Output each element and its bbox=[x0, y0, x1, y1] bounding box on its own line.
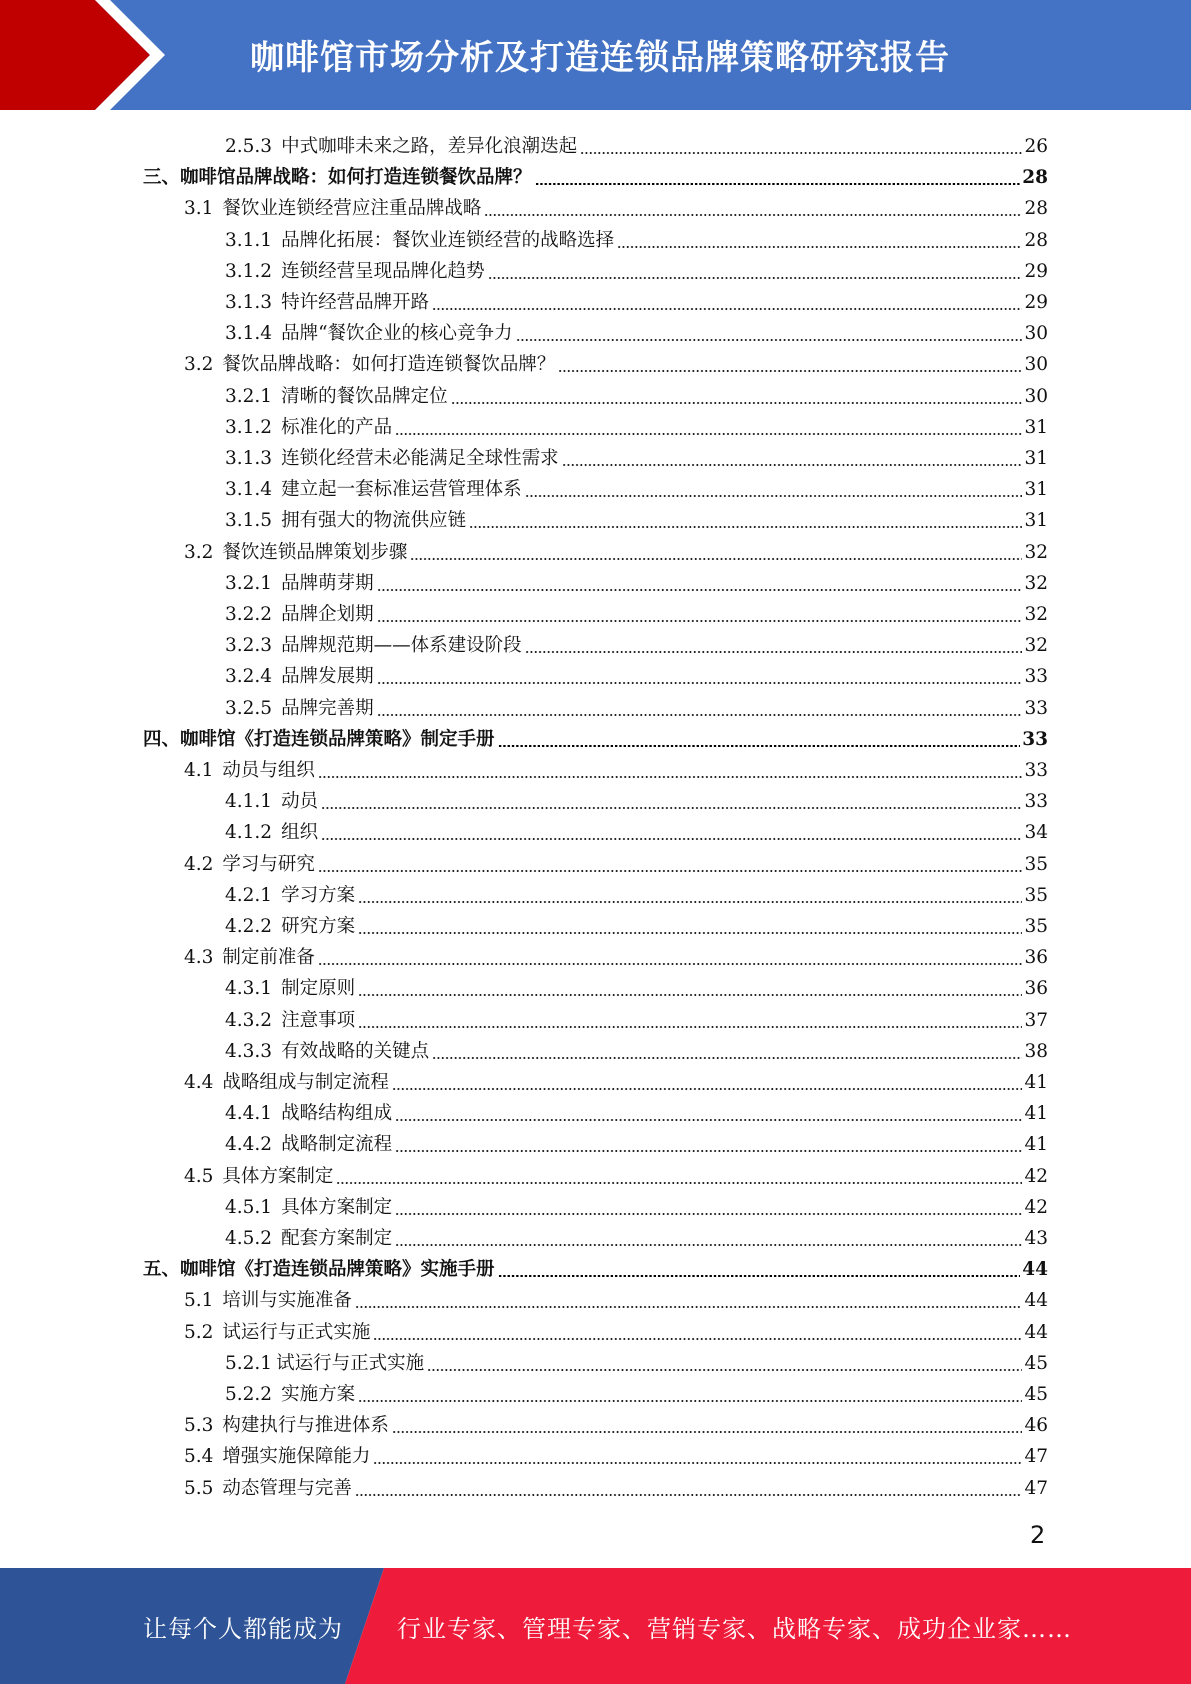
toc-entry[interactable] bbox=[225, 877, 1048, 908]
toc-entry-number: 4.4 bbox=[184, 1072, 214, 1093]
toc-entry-number: 3.1.2 bbox=[225, 416, 273, 438]
toc-entry-number: 3.1.4 bbox=[225, 479, 273, 501]
toc-dot-leader bbox=[427, 1369, 1022, 1371]
toc-entry-page: 35 bbox=[1024, 916, 1048, 937]
toc-entry-number: 5.1 bbox=[184, 1290, 214, 1312]
toc-dot-leader bbox=[617, 246, 1022, 248]
toc-entry[interactable] bbox=[225, 908, 1048, 939]
toc-entry-page: 31 bbox=[1024, 416, 1048, 438]
toc-entry-title: 战略组成与制定流程 bbox=[222, 1072, 389, 1093]
report-title: 咖啡馆市场分析及打造连锁品牌策略研究报告 bbox=[250, 38, 950, 78]
toc-entry-number: 3.2.3 bbox=[225, 635, 273, 657]
toc-entry-page: 33 bbox=[1024, 760, 1048, 781]
toc-dot-leader bbox=[484, 214, 1022, 216]
toc-entry-number: 3.1.5 bbox=[225, 510, 273, 532]
toc-entry[interactable] bbox=[225, 440, 1048, 471]
toc-entry-page: 47 bbox=[1024, 1446, 1048, 1468]
toc-entry[interactable] bbox=[184, 752, 1048, 783]
toc-dot-leader bbox=[562, 464, 1023, 466]
toc-entry-number: 4.5 bbox=[184, 1165, 214, 1187]
toc-entry-title: 三、咖啡馆品牌战略：如何打造连锁餐饮品牌？ bbox=[143, 167, 532, 189]
toc-dot-leader bbox=[336, 1182, 1022, 1184]
toc-entry[interactable] bbox=[225, 1002, 1048, 1033]
toc-entry-page: 35 bbox=[1024, 853, 1048, 875]
toc-entry[interactable] bbox=[225, 409, 1048, 440]
toc-entry-title: 品牌化拓展：餐饮业连锁经营的战略选择 bbox=[281, 229, 615, 251]
toc-dot-leader bbox=[432, 1057, 1022, 1059]
toc-entry[interactable] bbox=[184, 346, 1048, 377]
toc-entry[interactable] bbox=[225, 1126, 1048, 1157]
toc-entry[interactable] bbox=[184, 1282, 1048, 1313]
toc-entry-title: 品牌完善期 bbox=[281, 697, 374, 719]
toc-entry[interactable] bbox=[225, 814, 1048, 845]
toc-entry-page: 44 bbox=[1022, 1259, 1048, 1281]
toc-entry-number: 3.2.1 bbox=[225, 572, 273, 594]
toc-entry[interactable] bbox=[225, 658, 1048, 689]
toc-dot-leader bbox=[395, 1150, 1022, 1152]
toc-dot-leader bbox=[321, 807, 1022, 809]
toc-dot-leader bbox=[535, 183, 1021, 185]
toc-entry-title: 具体方案制定 bbox=[222, 1165, 334, 1187]
footer-slogan-left: 让每个人都能成为 bbox=[143, 1615, 343, 1643]
toc-entry-title: 餐饮连锁品牌策划步骤 bbox=[222, 541, 408, 563]
toc-entry-number: 4.3 bbox=[184, 947, 214, 969]
toc-entry-number: 5.4 bbox=[184, 1446, 214, 1468]
toc-entry[interactable] bbox=[184, 1064, 1048, 1095]
toc-entry-title: 品牌“餐饮企业的核心竞争力 bbox=[281, 323, 513, 345]
toc-entry-page: 34 bbox=[1024, 822, 1048, 844]
toc-entry-number: 4.3.3 bbox=[225, 1040, 273, 1062]
toc-dot-leader bbox=[395, 1244, 1022, 1246]
footer-slogan-right: 行业专家、管理专家、营销专家、战略专家、成功企业家…… bbox=[397, 1615, 1072, 1643]
toc-entry-title: 连锁经营呈现品牌化趋势 bbox=[281, 260, 485, 282]
toc-entry-number: 3.1.1 bbox=[225, 229, 273, 251]
toc-dot-leader bbox=[392, 1431, 1023, 1433]
toc-entry-title: 实施方案 bbox=[281, 1384, 356, 1405]
toc-entry-title: 培训与实施准备 bbox=[222, 1290, 352, 1312]
toc-dot-leader bbox=[516, 339, 1023, 341]
toc-entry-number: 4.1.2 bbox=[225, 822, 273, 844]
toc-entry-number: 3.1.2 bbox=[225, 260, 273, 282]
toc-entry[interactable] bbox=[184, 846, 1048, 877]
toc-dot-leader bbox=[395, 1119, 1022, 1121]
toc-dot-leader bbox=[355, 1306, 1023, 1308]
toc-entry-number: 5.2.2 bbox=[225, 1384, 273, 1405]
toc-entry-page: 28 bbox=[1024, 229, 1048, 251]
toc-entry-page: 35 bbox=[1024, 884, 1048, 906]
toc-dot-leader bbox=[580, 152, 1022, 154]
toc-entry-title: 具体方案制定 bbox=[281, 1196, 393, 1218]
toc-entry-title: 战略制定流程 bbox=[281, 1134, 393, 1156]
toc-entry[interactable] bbox=[225, 970, 1048, 1001]
toc-entry-title: 建立起一套标准运营管理体系 bbox=[281, 479, 522, 501]
toc-entry-page: 44 bbox=[1024, 1290, 1048, 1312]
toc-dot-leader bbox=[469, 526, 1022, 528]
toc-entry-title: 组织 bbox=[281, 822, 319, 844]
toc-entry-page: 31 bbox=[1024, 510, 1048, 532]
toc-entry-number: 4.5.1 bbox=[225, 1196, 273, 1218]
toc-dot-leader bbox=[395, 1213, 1022, 1215]
toc-entry[interactable] bbox=[225, 596, 1048, 627]
toc-entry-title: 五、咖啡馆《打造连锁品牌策略》实施手册 bbox=[143, 1259, 495, 1281]
toc-entry-number: 5.3 bbox=[184, 1415, 214, 1437]
toc-entry-page: 30 bbox=[1024, 354, 1048, 376]
toc-entry-title: 配套方案制定 bbox=[281, 1228, 393, 1249]
toc-entry-page: 31 bbox=[1024, 448, 1048, 469]
toc-entry-title: 特许经营品牌开路 bbox=[281, 292, 430, 313]
toc-entry[interactable] bbox=[225, 565, 1048, 596]
toc-dot-leader bbox=[498, 745, 1021, 747]
toc-entry[interactable] bbox=[184, 1158, 1048, 1189]
toc-entry-number: 2.5.3 bbox=[225, 136, 273, 157]
toc-entry[interactable] bbox=[225, 128, 1048, 159]
toc-dot-leader bbox=[377, 714, 1023, 716]
toc-entry-page: 33 bbox=[1024, 697, 1048, 719]
toc-entry-page: 45 bbox=[1024, 1352, 1048, 1374]
toc-entry-page: 32 bbox=[1024, 635, 1048, 657]
toc-dot-leader bbox=[525, 495, 1023, 497]
toc-dot-leader bbox=[395, 433, 1022, 435]
toc-entry-page: 30 bbox=[1024, 385, 1048, 407]
toc-entry[interactable] bbox=[184, 1314, 1048, 1345]
toc-entry-title: 制定前准备 bbox=[222, 947, 315, 969]
toc-entry-number: 4.3.1 bbox=[225, 978, 273, 1000]
toc-entry[interactable] bbox=[225, 627, 1048, 658]
toc-entry-title: 动员 bbox=[281, 791, 319, 813]
toc-dot-leader bbox=[432, 308, 1022, 310]
toc-entry-number: 4.1.1 bbox=[225, 791, 273, 813]
toc-entry-page: 32 bbox=[1024, 541, 1048, 563]
toc-entry-title: 研究方案 bbox=[281, 916, 356, 937]
toc-entry-page: 29 bbox=[1024, 292, 1048, 313]
toc-entry-number: 3.2 bbox=[184, 354, 214, 376]
toc-entry-title: 注意事项 bbox=[281, 1009, 356, 1031]
toc-entry-page: 46 bbox=[1024, 1415, 1048, 1437]
toc-entry-number: 4.5.2 bbox=[225, 1228, 273, 1249]
toc-dot-leader bbox=[373, 1462, 1022, 1464]
toc-entry-page: 41 bbox=[1024, 1072, 1048, 1093]
toc-dot-leader bbox=[451, 402, 1023, 404]
toc-entry[interactable] bbox=[184, 1438, 1048, 1469]
header-red-arrow bbox=[0, 0, 150, 110]
toc-entry-number: 5.5 bbox=[184, 1477, 214, 1499]
toc-entry-page: 44 bbox=[1024, 1321, 1048, 1343]
toc-dot-leader bbox=[355, 1494, 1023, 1496]
toc-entry-number: 3.1.3 bbox=[225, 448, 273, 469]
toc-entry-title: 构建执行与推进体系 bbox=[222, 1415, 389, 1437]
toc-entry-number: 3.2.2 bbox=[225, 604, 273, 625]
toc-dot-leader bbox=[377, 682, 1023, 684]
toc-dot-leader bbox=[373, 1338, 1022, 1340]
toc-entry-page: 30 bbox=[1024, 323, 1048, 345]
toc-entry-page: 26 bbox=[1024, 136, 1048, 157]
toc-entry-page: 45 bbox=[1024, 1384, 1048, 1405]
toc-entry[interactable] bbox=[225, 1345, 1048, 1376]
toc-entry-title: 战略结构组成 bbox=[281, 1103, 393, 1125]
toc-entry[interactable] bbox=[225, 1220, 1048, 1251]
toc-entry[interactable] bbox=[143, 1251, 1048, 1282]
toc-dot-leader bbox=[558, 370, 1022, 372]
toc-dot-leader bbox=[358, 932, 1022, 934]
toc-entry-page: 28 bbox=[1024, 198, 1048, 220]
toc-entry-title: 清晰的餐饮品牌定位 bbox=[281, 385, 448, 407]
toc-entry-title: 标准化的产品 bbox=[281, 416, 393, 438]
toc-entry-page: 32 bbox=[1024, 572, 1048, 594]
toc-entry[interactable] bbox=[225, 284, 1048, 315]
toc-entry[interactable] bbox=[225, 222, 1048, 253]
toc-entry-title: 动态管理与完善 bbox=[222, 1477, 352, 1499]
toc-dot-leader bbox=[358, 901, 1022, 903]
toc-entry[interactable] bbox=[225, 1033, 1048, 1064]
toc-entry-number: 5.2.1 bbox=[225, 1352, 273, 1374]
toc-dot-leader bbox=[358, 1026, 1022, 1028]
toc-entry-title: 品牌萌芽期 bbox=[281, 572, 374, 594]
toc-entry[interactable] bbox=[225, 1189, 1048, 1220]
toc-entry-number: 3.2.5 bbox=[225, 697, 273, 719]
toc-entry-page: 43 bbox=[1024, 1228, 1048, 1249]
toc-entry[interactable] bbox=[225, 253, 1048, 284]
toc-entry[interactable] bbox=[225, 315, 1048, 346]
toc-entry[interactable] bbox=[184, 939, 1048, 970]
toc-entry-page: 33 bbox=[1022, 728, 1048, 750]
toc-entry-page: 42 bbox=[1024, 1196, 1048, 1218]
toc-entry-title: 品牌发展期 bbox=[281, 666, 374, 688]
toc-entry-number: 3.1 bbox=[184, 198, 214, 220]
toc-entry-page: 28 bbox=[1022, 167, 1048, 189]
toc-entry-number: 4.4.1 bbox=[225, 1103, 273, 1125]
toc-entry-number: 4.2 bbox=[184, 853, 214, 875]
toc-entry[interactable] bbox=[225, 378, 1048, 409]
toc-entry[interactable] bbox=[184, 190, 1048, 221]
toc-entry-number: 5.2 bbox=[184, 1321, 214, 1343]
toc-dot-leader bbox=[377, 589, 1023, 591]
toc-entry-page: 33 bbox=[1024, 666, 1048, 688]
toc-entry-title: 四、咖啡馆《打造连锁品牌策略》制定手册 bbox=[143, 728, 495, 750]
toc-dot-leader bbox=[525, 651, 1023, 653]
toc-dot-leader bbox=[498, 1275, 1021, 1277]
toc-entry-page: 42 bbox=[1024, 1165, 1048, 1187]
toc-entry-page: 41 bbox=[1024, 1103, 1048, 1125]
toc-entry-number: 4.4.2 bbox=[225, 1134, 273, 1156]
toc-entry[interactable] bbox=[184, 1407, 1048, 1438]
toc-entry-page: 37 bbox=[1024, 1009, 1048, 1031]
toc-entry-title: 制定原则 bbox=[281, 978, 356, 1000]
toc-entry-title: 增强实施保障能力 bbox=[222, 1446, 371, 1468]
toc-entry-page: 29 bbox=[1024, 260, 1048, 282]
toc-entry-number: 4.3.2 bbox=[225, 1009, 273, 1031]
toc-entry-title: 餐饮业连锁经营应注重品牌战略 bbox=[222, 198, 482, 220]
toc-entry-title: 试运行与正式实施 bbox=[276, 1352, 425, 1374]
toc-dot-leader bbox=[410, 558, 1022, 560]
toc-dot-leader bbox=[318, 870, 1023, 872]
toc-entry-page: 41 bbox=[1024, 1134, 1048, 1156]
page-footer bbox=[0, 1568, 1191, 1684]
toc-entry-title: 品牌企划期 bbox=[281, 604, 374, 625]
toc-dot-leader bbox=[318, 963, 1023, 965]
toc-entry-title: 餐饮品牌战略：如何打造连锁餐饮品牌？ bbox=[222, 354, 556, 376]
toc-dot-leader bbox=[377, 620, 1023, 622]
toc-entry-page: 36 bbox=[1024, 947, 1048, 969]
toc-entry-number: 4.1 bbox=[184, 760, 214, 781]
toc-entry[interactable] bbox=[143, 159, 1048, 190]
toc-entry-title: 学习方案 bbox=[281, 884, 356, 906]
toc-entry-number: 3.2.4 bbox=[225, 666, 273, 688]
toc-entry[interactable] bbox=[225, 783, 1048, 814]
toc-dot-leader bbox=[318, 776, 1023, 778]
toc-entry-page: 33 bbox=[1024, 791, 1048, 813]
toc-entry-title: 连锁化经营未必能满足全球性需求 bbox=[281, 448, 559, 469]
toc-entry-number: 4.2.2 bbox=[225, 916, 273, 937]
toc-entry-number: 3.2.1 bbox=[225, 385, 273, 407]
toc-entry[interactable] bbox=[184, 1470, 1048, 1501]
toc-entry[interactable] bbox=[184, 534, 1048, 565]
toc-entry-title: 品牌规范期——体系建设阶段 bbox=[281, 635, 522, 657]
toc-dot-leader bbox=[358, 1400, 1022, 1402]
toc-entry-number: 4.2.1 bbox=[225, 884, 273, 906]
toc-entry[interactable] bbox=[143, 721, 1048, 752]
toc-entry-number: 3.2 bbox=[184, 541, 214, 563]
toc-entry-title: 动员与组织 bbox=[222, 760, 315, 781]
toc-entry[interactable] bbox=[225, 690, 1048, 721]
toc-entry[interactable] bbox=[225, 471, 1048, 502]
page-number: 2 bbox=[1030, 1521, 1046, 1549]
toc-entry-title: 有效战略的关键点 bbox=[281, 1040, 430, 1062]
toc-entry-title: 学习与研究 bbox=[222, 853, 315, 875]
toc-entry-page: 36 bbox=[1024, 978, 1048, 1000]
toc-entry-page: 32 bbox=[1024, 604, 1048, 625]
toc-entry[interactable] bbox=[225, 1376, 1048, 1407]
toc-entry-page: 31 bbox=[1024, 479, 1048, 501]
toc-entry[interactable] bbox=[225, 1095, 1048, 1126]
toc-entry-number: 3.1.4 bbox=[225, 323, 273, 345]
toc-entry-title: 拥有强大的物流供应链 bbox=[281, 510, 467, 532]
toc-entry-number: 3.1.3 bbox=[225, 292, 273, 313]
toc-dot-leader bbox=[392, 1088, 1023, 1090]
toc-dot-leader bbox=[488, 277, 1023, 279]
toc-entry-title: 试运行与正式实施 bbox=[222, 1321, 371, 1343]
toc-entry-page: 38 bbox=[1024, 1040, 1048, 1062]
toc-entry-title: 中式咖啡未来之路，差异化浪潮迭起 bbox=[281, 136, 578, 157]
toc-dot-leader bbox=[358, 994, 1022, 996]
toc-entry[interactable] bbox=[225, 502, 1048, 533]
toc-entry-page: 47 bbox=[1024, 1477, 1048, 1499]
page-header bbox=[0, 0, 1191, 110]
toc-dot-leader bbox=[321, 838, 1022, 840]
